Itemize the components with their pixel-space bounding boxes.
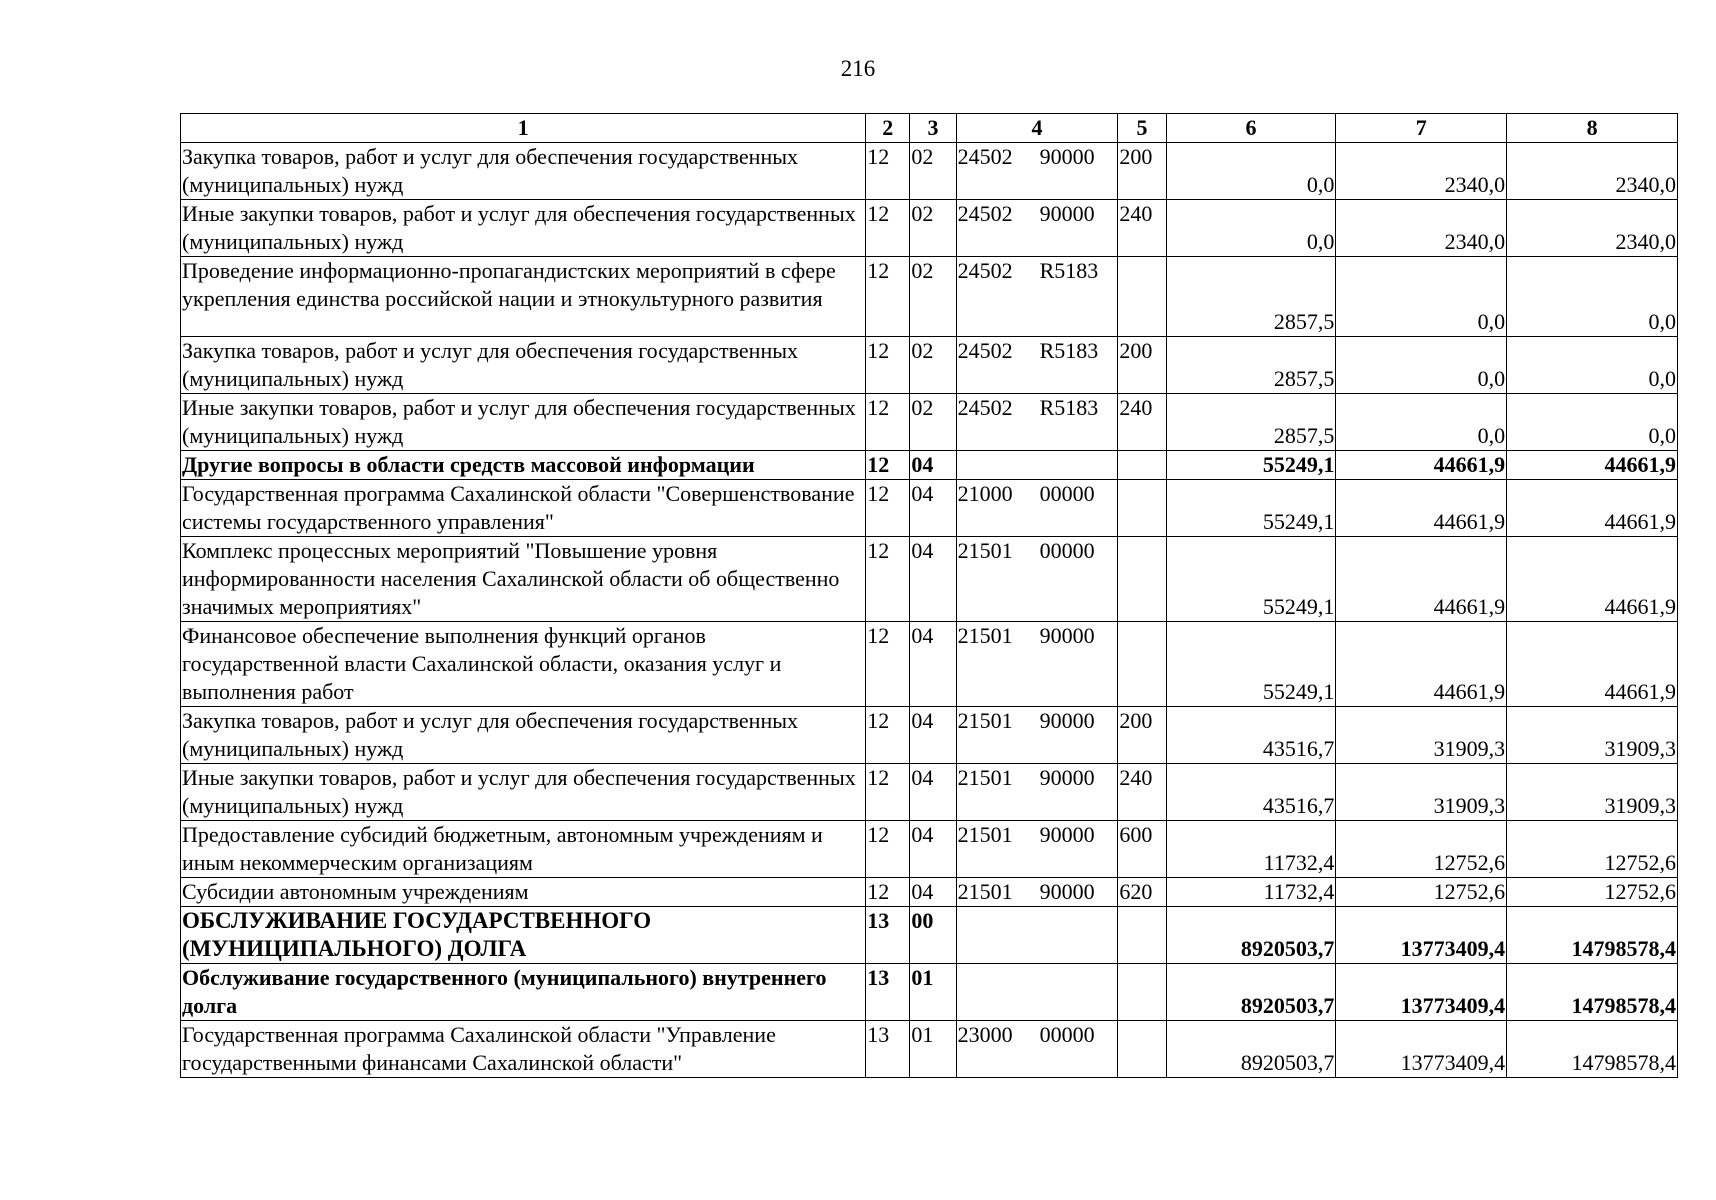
row-name-cell: Иные закупки товаров, работ и услуг для обеспечения государственных (муниципальных) нужд [181,200,866,257]
subsection-code-cell: 02 [910,143,956,200]
row-name-cell: Закупка товаров, работ и услуг для обеспечения государственных (муниципальных) нужд [181,706,866,763]
amount-col8-cell: 31909,3 [1507,763,1678,820]
amount-col7-cell: 0,0 [1336,336,1507,393]
target-article-cell [956,336,1118,393]
row-name-cell: Проведение информационно-пропагандистских мероприятий в сфере укрепления единства российской нации и этнокультурного развития [181,257,866,337]
amount-col8-cell: 2340,0 [1507,143,1678,200]
amount-col8-cell: 44661,9 [1507,621,1678,706]
subsection-code-cell: 04 [910,536,956,621]
table-row [181,336,1678,393]
program-code: 21501 [957,707,1013,733]
table-row [181,536,1678,621]
target-article-cell [956,706,1118,763]
program-code: 24502 [957,258,1013,283]
amount-col7-cell: 44661,9 [1336,479,1507,536]
direction-code: 90000 [1039,764,1095,790]
expense-type-cell: 240 [1118,200,1166,257]
amount-col8-cell: 0,0 [1507,393,1678,450]
row-name-cell: Субсидии автономным учреждениям [181,877,866,906]
amount-col6-cell: 2857,5 [1166,336,1336,393]
amount-col8-cell: 12752,6 [1507,877,1678,906]
program-code: 24502 [957,144,1013,169]
header-cell-8: 8 [1507,114,1678,143]
program-code: 24502 [957,394,1013,420]
expense-type-cell [1118,1020,1166,1077]
amount-col7-cell: 12752,6 [1336,877,1507,906]
expense-type-cell: 620 [1118,877,1166,906]
table-row [181,763,1678,820]
header-cell-2: 2 [866,114,910,143]
subsection-code-cell: 00 [910,906,956,963]
subsection-code-cell: 04 [910,877,956,906]
table-row [181,143,1678,200]
amount-col6-cell: 11732,4 [1166,877,1336,906]
row-name-cell: Финансовое обеспечение выполнения функций органов государственной власти Сахалинской области, оказания услуг и выполнения работ [181,621,866,706]
subsection-code-cell: 02 [910,393,956,450]
subsection-code-cell: 02 [910,257,956,337]
program-code: 24502 [957,337,1013,363]
target-article-cell [956,393,1118,450]
program-code: 21501 [957,764,1013,790]
header-row [181,114,1678,143]
amount-col6-cell: 55249,1 [1166,450,1336,479]
expense-type-cell: 240 [1118,393,1166,450]
subsection-code-cell: 04 [910,621,956,706]
subsection-code-cell: 04 [910,820,956,877]
page-number: 216 [840,56,876,81]
table-row [181,621,1678,706]
amount-col8-cell: 0,0 [1507,336,1678,393]
target-article-cell [956,257,1118,337]
amount-col8-cell: 14798578,4 [1507,963,1678,1020]
direction-code: 00000 [1039,1021,1095,1047]
table-row [181,963,1678,1020]
row-name-cell: Предоставление субсидий бюджетным, автономным учреждениям и иным некоммерческим организациям [181,820,866,877]
expense-type-cell: 200 [1118,706,1166,763]
amount-col7-cell: 12752,6 [1336,820,1507,877]
expense-type-cell [1118,621,1166,706]
amount-col8-cell: 14798578,4 [1507,1020,1678,1077]
header-cell-5: 5 [1118,114,1166,143]
amount-col8-cell: 44661,9 [1507,479,1678,536]
amount-col7-cell: 31909,3 [1336,763,1507,820]
amount-col7-cell: 44661,9 [1336,450,1507,479]
target-article-cell [956,1020,1118,1077]
table-row [181,393,1678,450]
amount-col8-cell: 0,0 [1507,257,1678,337]
program-code: 24502 [957,201,1013,226]
row-name-cell: ОБСЛУЖИВАНИЕ ГОСУДАРСТВЕННОГО (МУНИЦИПАЛЬНОГО) ДОЛГА [181,906,866,963]
table-row [181,1020,1678,1077]
direction-code: R5183 [1039,394,1099,420]
direction-code: 90000 [1039,878,1095,904]
amount-col7-cell: 31909,3 [1336,706,1507,763]
amount-col6-cell: 55249,1 [1166,479,1336,536]
amount-col7-cell: 13773409,4 [1336,1020,1507,1077]
table-row [181,877,1678,906]
amount-col6-cell: 8920503,7 [1166,1020,1336,1077]
subsection-code-cell: 04 [910,450,956,479]
amount-col7-cell: 44661,9 [1336,621,1507,706]
amount-col7-cell: 44661,9 [1336,536,1507,621]
row-name-cell: Закупка товаров, работ и услуг для обеспечения государственных (муниципальных) нужд [181,143,866,200]
section-code-cell: 12 [866,450,910,479]
expense-type-cell: 200 [1118,336,1166,393]
section-code-cell: 13 [866,1020,910,1077]
table-row [181,479,1678,536]
amount-col6-cell: 55249,1 [1166,536,1336,621]
subsection-code-cell: 04 [910,479,956,536]
table-row [181,257,1678,337]
section-code-cell: 12 [866,479,910,536]
section-code-cell: 12 [866,621,910,706]
amount-col7-cell: 13773409,4 [1336,963,1507,1020]
target-article-cell [956,963,1118,1020]
program-code: 21000 [957,480,1013,506]
section-code-cell: 13 [866,963,910,1020]
expense-type-cell [1118,479,1166,536]
target-article-cell [956,763,1118,820]
amount-col6-cell: 8920503,7 [1166,963,1336,1020]
direction-code: 90000 [1039,201,1095,226]
table-row [181,706,1678,763]
target-article-cell [956,820,1118,877]
row-name-cell: Комплекс процессных мероприятий "Повышение уровня информированности населения Сахалинской области об общественно значимых мероприятиях" [181,536,866,621]
table-row [181,450,1678,479]
target-article-cell [956,621,1118,706]
amount-col6-cell: 43516,7 [1166,706,1336,763]
expense-type-cell [1118,257,1166,337]
target-article-cell [956,877,1118,906]
direction-code: 00000 [1039,537,1095,563]
section-code-cell: 12 [866,820,910,877]
expense-type-cell: 200 [1118,143,1166,200]
subsection-code-cell: 01 [910,963,956,1020]
program-code: 21501 [957,622,1013,648]
amount-col7-cell: 0,0 [1336,257,1507,337]
row-name-cell: Государственная программа Сахалинской области "Управление государственными финансами Сахалинской области" [181,1020,866,1077]
subsection-code-cell: 02 [910,336,956,393]
section-code-cell: 12 [866,336,910,393]
amount-col7-cell: 2340,0 [1336,143,1507,200]
amount-col6-cell: 8920503,7 [1166,906,1336,963]
direction-code: 90000 [1039,821,1095,847]
program-code: 23000 [957,1021,1013,1047]
program-code: 21501 [957,537,1013,563]
target-article-cell [956,906,1118,963]
amount-col6-cell: 43516,7 [1166,763,1336,820]
section-code-cell: 12 [866,143,910,200]
direction-code: 90000 [1039,707,1095,733]
expense-type-cell [1118,906,1166,963]
target-article-cell [956,143,1118,200]
header-cell-3: 3 [910,114,956,143]
direction-code: 00000 [1039,480,1095,506]
row-name-cell: Иные закупки товаров, работ и услуг для обеспечения государственных (муниципальных) нужд [181,763,866,820]
target-article-cell [956,450,1118,479]
row-name-cell: Другие вопросы в области средств массовой информации [181,450,866,479]
row-name-cell: Государственная программа Сахалинской области "Совершенствование системы государственного управления" [181,479,866,536]
program-code: 21501 [957,821,1013,847]
amount-col7-cell: 2340,0 [1336,200,1507,257]
section-code-cell: 12 [866,763,910,820]
direction-code: R5183 [1039,258,1099,283]
table-row [181,906,1678,963]
amount-col6-cell: 0,0 [1166,200,1336,257]
table-row [181,820,1678,877]
header-cell-7: 7 [1336,114,1507,143]
amount-col8-cell: 44661,9 [1507,536,1678,621]
section-code-cell: 13 [866,906,910,963]
expense-type-cell [1118,536,1166,621]
target-article-cell [956,536,1118,621]
amount-col6-cell: 55249,1 [1166,621,1336,706]
direction-code: 90000 [1039,622,1095,648]
target-article-cell [956,200,1118,257]
amount-col7-cell: 13773409,4 [1336,906,1507,963]
row-name-cell: Обслуживание государственного (муниципального) внутреннего долга [181,963,866,1020]
amount-col8-cell: 44661,9 [1507,450,1678,479]
subsection-code-cell: 04 [910,763,956,820]
amount-col8-cell: 12752,6 [1507,820,1678,877]
amount-col8-cell: 2340,0 [1507,200,1678,257]
direction-code: R5183 [1039,337,1099,363]
amount-col6-cell: 0,0 [1166,143,1336,200]
expense-type-cell [1118,963,1166,1020]
amount-col6-cell: 2857,5 [1166,393,1336,450]
table-row [181,200,1678,257]
amount-col8-cell: 31909,3 [1507,706,1678,763]
subsection-code-cell: 04 [910,706,956,763]
amount-col6-cell: 2857,5 [1166,257,1336,337]
section-code-cell: 12 [866,393,910,450]
row-name-cell: Закупка товаров, работ и услуг для обеспечения государственных (муниципальных) нужд [181,336,866,393]
expense-type-cell: 240 [1118,763,1166,820]
row-name-cell: Иные закупки товаров, работ и услуг для обеспечения государственных (муниципальных) нужд [181,393,866,450]
header-cell-6: 6 [1166,114,1336,143]
section-code-cell: 12 [866,200,910,257]
subsection-code-cell: 02 [910,200,956,257]
budget-table [180,113,1678,1078]
amount-col6-cell: 11732,4 [1166,820,1336,877]
target-article-cell [956,479,1118,536]
expense-type-cell: 600 [1118,820,1166,877]
section-code-cell: 12 [866,706,910,763]
header-cell-4: 4 [956,114,1118,143]
subsection-code-cell: 01 [910,1020,956,1077]
amount-col7-cell: 0,0 [1336,393,1507,450]
header-cell-1: 1 [181,114,866,143]
section-code-cell: 12 [866,536,910,621]
program-code: 21501 [957,878,1013,904]
direction-code: 90000 [1039,144,1095,169]
section-code-cell: 12 [866,257,910,337]
amount-col8-cell: 14798578,4 [1507,906,1678,963]
expense-type-cell [1118,450,1166,479]
section-code-cell: 12 [866,877,910,906]
